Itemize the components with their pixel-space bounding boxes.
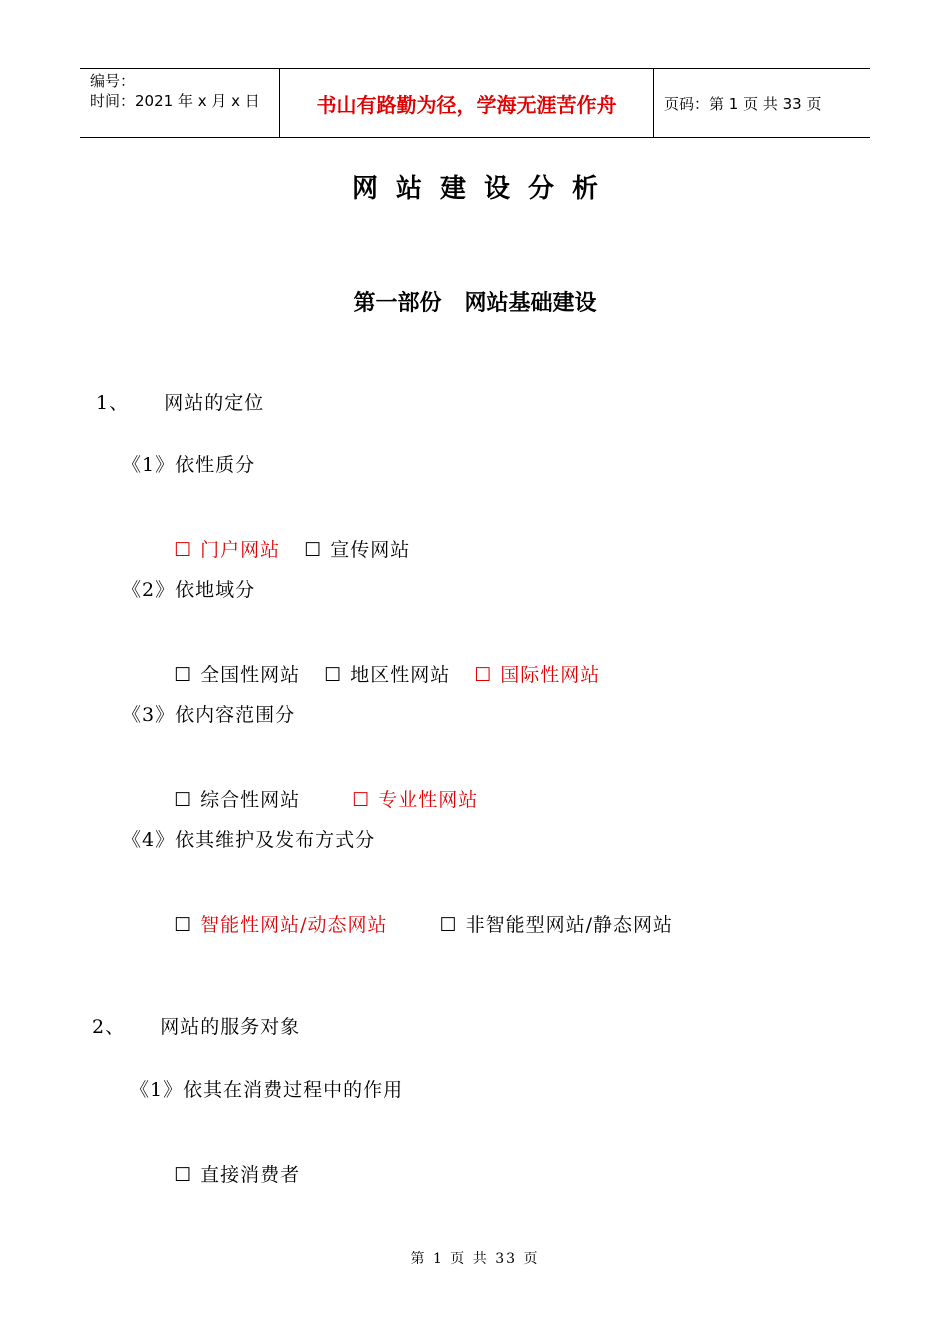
checkbox-icon: ☐ <box>174 664 193 686</box>
section-1-sub-3-label: 《3》依内容范围分 <box>122 704 296 726</box>
section-2-sub-1-label: 《1》依其在消费过程中的作用 <box>130 1079 404 1101</box>
option-row <box>160 1138 300 1187</box>
option-comprehensive-site[interactable]: ☐ 综合性网站 <box>174 789 301 811</box>
header-motto: 书山有路勤为径，学海无涯苦作舟 <box>280 69 654 137</box>
checkbox-icon: ☐ <box>174 789 193 811</box>
option-regional-site[interactable]: ☐ 地区性网站 <box>324 664 451 686</box>
document-header <box>80 68 870 138</box>
option-dynamic-site[interactable]: ☐ 智能性网站/动态网站 <box>174 914 388 936</box>
option-international-site[interactable]: ☐ 国际性网站 <box>474 664 601 686</box>
option-row <box>160 888 673 937</box>
header-meta <box>80 69 280 137</box>
option-row <box>160 638 600 687</box>
option-direct-consumer[interactable]: ☐ 直接消费者 <box>174 1164 301 1186</box>
option-row <box>160 763 478 812</box>
section-1-sub-4-label: 《4》依其维护及发布方式分 <box>122 829 376 851</box>
checkbox-icon: ☐ <box>174 539 193 561</box>
section-2-heading: 2、 网站的服务对象 <box>92 1016 301 1038</box>
number-label: 编号： <box>90 72 136 90</box>
page-footer: 第 1 页 共 33 页 <box>410 1251 540 1267</box>
option-row <box>160 513 410 562</box>
option-national-site[interactable]: ☐ 全国性网站 <box>174 664 301 686</box>
part-heading: 第一部份 网站基础建设 <box>353 290 597 316</box>
checkbox-icon: ☐ <box>439 914 458 936</box>
section-1-sub-2-label: 《2》依地域分 <box>122 579 256 601</box>
option-portal-site[interactable]: ☐ 门户网站 <box>174 539 281 561</box>
checkbox-icon: ☐ <box>324 664 343 686</box>
time-label: 时间：2021 年 x 月 x 日 <box>90 92 260 110</box>
checkbox-icon: ☐ <box>352 789 371 811</box>
option-professional-site[interactable]: ☐ 专业性网站 <box>352 789 479 811</box>
header-page-info: 页码：第 1 页 共 33 页 <box>664 94 822 113</box>
section-1-heading: 1、 网站的定位 <box>96 392 265 414</box>
checkbox-icon: ☐ <box>174 1164 193 1186</box>
checkbox-icon: ☐ <box>474 664 493 686</box>
document-title: 网站建设分析 <box>351 174 616 204</box>
option-promo-site[interactable]: ☐ 宣传网站 <box>304 539 411 561</box>
checkbox-icon: ☐ <box>304 539 323 561</box>
section-1-sub-1-label: 《1》依性质分 <box>122 454 256 476</box>
checkbox-icon: ☐ <box>174 914 193 936</box>
option-static-site[interactable]: ☐ 非智能型网站/静态网站 <box>439 914 673 936</box>
